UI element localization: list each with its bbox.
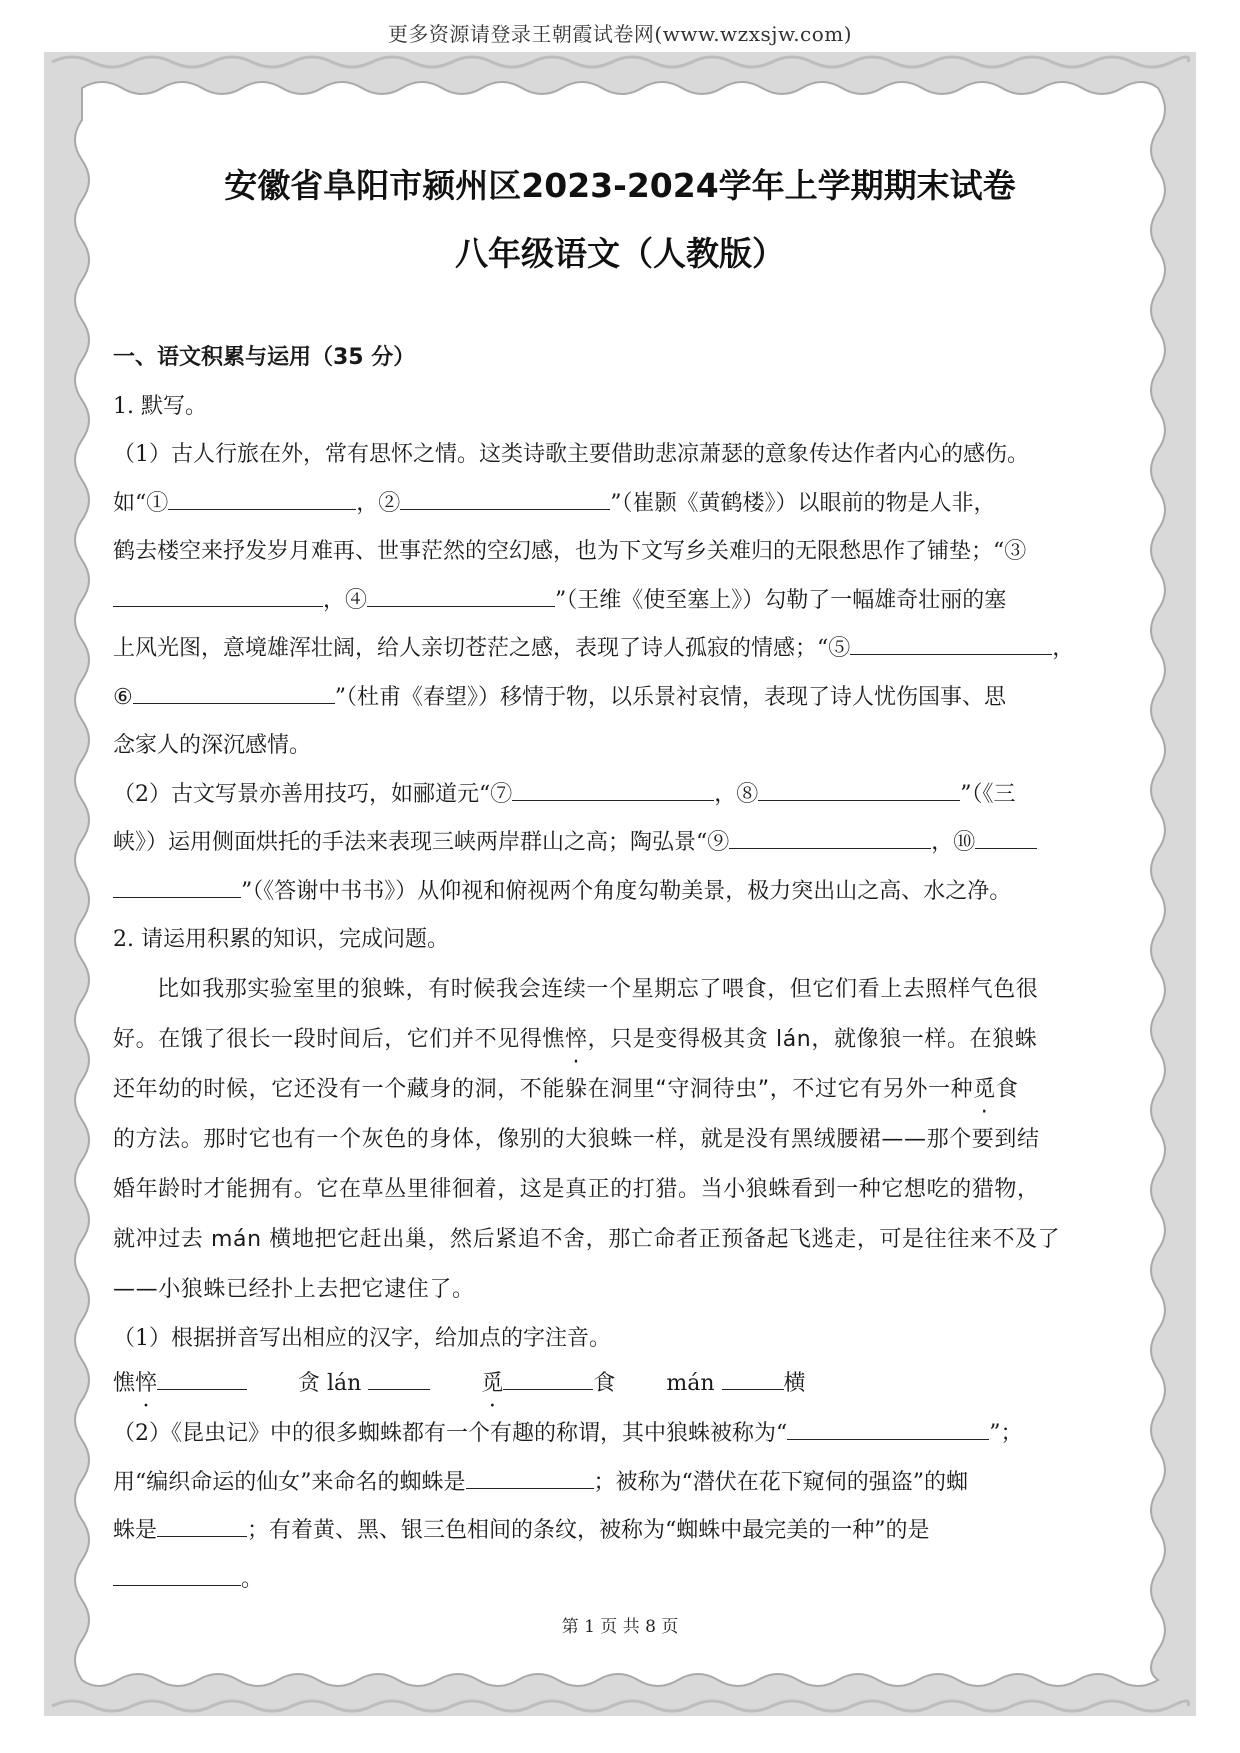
q1-p1-line: 上风光图，意境雄浑壮阔，给人亲切苍茫之感，表现了诗人孤寂的情感；“⑤ ， [113,625,1127,674]
answer-blank-most-perfect[interactable] [113,1559,241,1586]
q1-p2-line: 峡》）运用侧面烘托的手法来表现三峡两岸群山之高；陶弘景“⑨ ，⑩ [113,819,1127,868]
q1-p1-line: 念家人的深沉感情。 [113,733,312,758]
answer-blank-4[interactable] [367,580,555,607]
q2-sub2-line: 蛛是 ；有着黄、黑、银三色相间的条纹，被称为“蜘蛛中最完美的一种”的是 [113,1507,1127,1556]
answer-blank-3[interactable] [113,580,323,607]
answer-blank-10a[interactable] [975,822,1037,849]
section-heading: 一、语文积累与运用（35 分） [113,345,416,370]
answer-blank-8[interactable] [758,774,960,801]
q1-p1-line: 如“① ，② ”（崔颢《黄鹤楼》）以眼前的物是人非， [113,480,1127,529]
q1-p1-line: 鹤去楼空来抒发岁月难再、世事茫然的空幻感，也为下文写乡关难归的无限愁思作了铺垫；“③ [113,539,1027,564]
page-footer: 第 1 页 共 8 页 [561,1617,679,1637]
answer-blank-5[interactable] [850,628,1052,655]
answer-blank-9[interactable] [729,822,931,849]
q1-p1-line: ⑥ ”（杜甫《春望》）移情于物，以乐景衬哀情，表现了诗人忧伤国事、思 [113,674,1127,723]
q1-p1-line: （1）古人行旅在外，常有思怀之情。这类诗歌主要借助悲凉萧瑟的意象传达作者内心的感伤。 [113,442,1030,467]
question-1-label: 1. 默写。 [113,393,207,419]
exam-title-line2: 八年级语文（人教版） [455,234,785,273]
dotted-char: 悴 [565,1026,588,1052]
q2-sub1-items: 憔悴 贪 lán 觅 食 mán 横 [113,1363,1127,1404]
q2-sub2-line: 。 [113,1556,1127,1605]
answer-blank-mi[interactable] [503,1363,593,1390]
answer-blank-fate-fairy[interactable] [466,1462,594,1489]
q2-sub2-line: （2）《昆虫记》中的很多蜘蛛都有一个有趣的称谓，其中狼蛛被称为“ ”； [113,1410,1127,1459]
q1-p2-line: （2）古文写景亦善用技巧，如郦道元“⑦ ，⑧ ”（《三 [113,771,1127,820]
q2-sub1-label: （1）根据拼音写出相应的汉字，给加点的字注音。 [113,1325,611,1351]
q1-p1-line: ，④ ”（王维《使至塞上》）勾勒了一幅雄奇壮丽的塞 [113,577,1127,626]
exam-title-line1: 安徽省阜阳市颍州区2023-2024学年上学期期末试卷 [224,166,1016,205]
exam-content [113,334,1127,1604]
q2-sub2-line: 用“编织命运的仙女”来命名的蜘蛛是 ；被称为“潜伏在花下窥伺的强盗”的蜘 [113,1459,1127,1508]
question-2-label: 2. 请运用积累的知识，完成问题。 [113,927,449,952]
answer-blank-wolf-spider-name[interactable] [787,1413,989,1440]
reading-passage: 比如我那实验室里的狼蛛，有时候我会连续一个星期忘了喂食，但它们看上去照样气色很 好。在饿了很长一段时间后，它们并不见得憔悴，只是变得极其贪 lán，就像狼一样。在狼蛛 还年幼的时候，它还没有一个藏身的洞，不能躲在洞里“守洞待虫”，不过它有另外一种觅食 的方法。那时它也有一个灰色的身体，像别的大狼蛛一样，就是没有黑绒腰裙——那个要到结 婚年龄时才能拥有。它在草丛里徘徊着，这是真正的打猎。当小狼蛛看到一种它想吃的猎物， 就冲过去 mán 横地把它赶出巢，然后紧追不舍，那亡命者正预备起飞逃走，可是往往来不及了 ——小狼蛛已经扑上去把它逮住了。 [113,976,1061,1302]
answer-blank-10b[interactable] [113,871,241,898]
answer-blank-7[interactable] [512,774,714,801]
answer-blank-6[interactable] [133,677,335,704]
answer-blank-2[interactable] [400,483,610,510]
header-note: 更多资源请登录王朝霞试卷网(www.wzxsjw.com) [387,22,853,46]
dotted-char: 觅 [973,1076,996,1102]
answer-blank-qiaocui[interactable] [157,1363,247,1390]
answer-blank-manheng[interactable] [722,1363,784,1390]
answer-blank-1[interactable] [168,483,356,510]
q1-p2-line: ”（《答谢中书书》）从仰视和俯视两个角度勾勒美景，极力突出山之高、水之净。 [113,868,1127,917]
answer-blank-flower-robber[interactable] [157,1510,247,1537]
answer-blank-tanlan[interactable] [368,1363,430,1390]
